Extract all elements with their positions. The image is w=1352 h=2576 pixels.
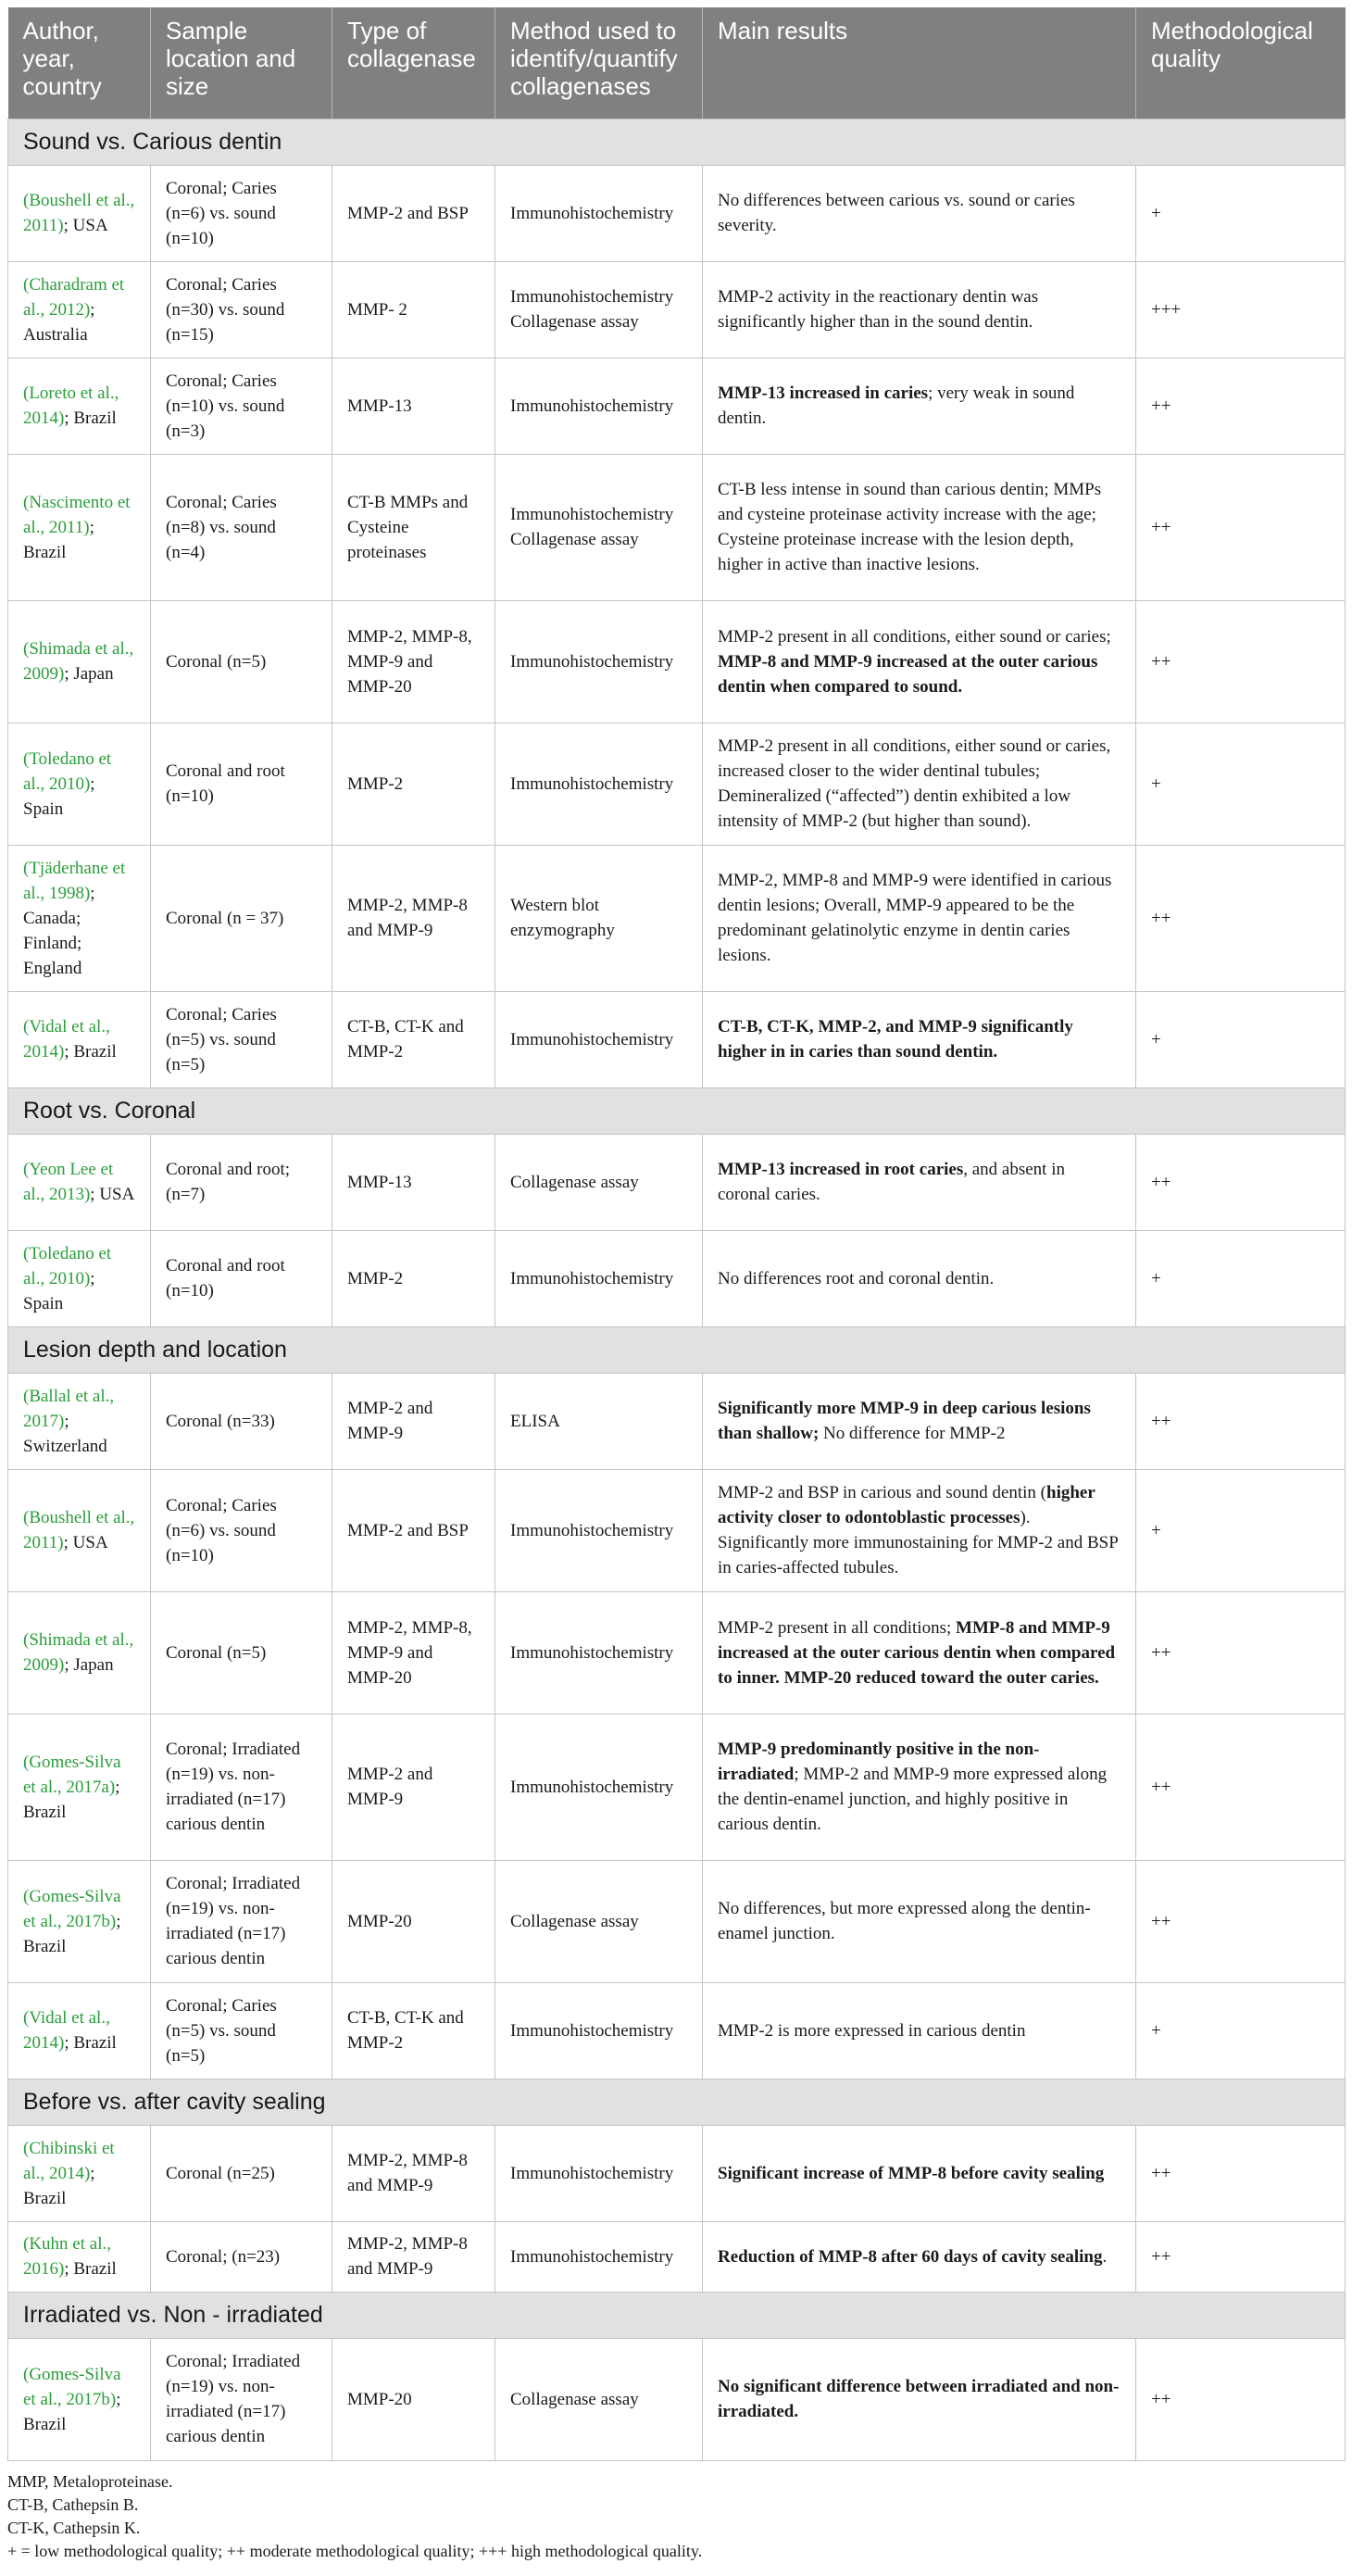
result-text: ; very weak in sound dentin. [718, 383, 1075, 428]
result-text: No differences, but more expressed along the dentin-enamel junction. [718, 1899, 1091, 1943]
method-cell: ELISA [495, 1373, 703, 1469]
quality-cell: +++ [1136, 261, 1346, 358]
sample-cell: Coronal (n = 37) [151, 845, 332, 991]
citation-link[interactable]: (Vidal et al., 2014) [23, 1017, 110, 1062]
header-method: Method used to identify/quantify collagenases [495, 7, 703, 119]
method-cell: Immunohistochemistry [495, 1982, 703, 2079]
author-cell [8, 358, 151, 454]
collagenase-type-cell: MMP-2 and BSP [332, 165, 495, 261]
results-cell [703, 600, 1136, 723]
table-row [8, 1982, 1346, 2079]
author-cell [8, 1469, 151, 1591]
result-text: ; MMP-2 and MMP-9 more expressed along the dentin-enamel junction, and highly positive in carious dentin. [718, 1765, 1108, 1834]
results-cell [703, 454, 1136, 600]
method-cell: Collagenase assay [495, 1860, 703, 1982]
sample-cell: Coronal; Caries (n=30) vs. sound (n=15) [151, 261, 332, 358]
results-cell [703, 261, 1136, 358]
author-cell [8, 2221, 151, 2292]
section-row [8, 2292, 1346, 2338]
results-cell [703, 1373, 1136, 1469]
quality-cell: + [1136, 165, 1346, 261]
citation-link[interactable]: (Ballal et al., 2017) [23, 1386, 115, 1431]
method-cell: Immunohistochemistry [495, 1591, 703, 1714]
collagenase-type-cell: MMP-2, MMP-8 and MMP-9 [332, 2221, 495, 2292]
method-cell: Immunohistochemistry [495, 600, 703, 723]
sample-cell: Coronal (n=33) [151, 1373, 332, 1469]
author-cell [8, 1591, 151, 1714]
quality-cell: + [1136, 1469, 1346, 1591]
section-row [8, 1087, 1346, 1134]
author-cell [8, 165, 151, 261]
result-text-bold: Significantly more MMP-9 in deep carious lesions than shallow; [718, 1399, 1091, 1443]
result-text-bold: MMP-8 and MMP-9 increased at the outer carious dentin when compared to inner. MMP-20 reduced toward the outer caries. [718, 1617, 1116, 1688]
citation-link[interactable]: (Boushell et al., 2011) [23, 191, 135, 235]
quality-cell: ++ [1136, 454, 1346, 600]
results-cell [703, 991, 1136, 1087]
table-header [8, 7, 1346, 119]
method-cell: Immunohistochemistry [495, 1230, 703, 1326]
table-row [8, 1469, 1346, 1591]
section-title: Irradiated vs. Non - irradiated [8, 2292, 1346, 2338]
citation-link[interactable]: (Vidal et al., 2014) [23, 2008, 110, 2053]
result-text: No differences between carious vs. sound or caries severity. [718, 191, 1075, 235]
country-text: ; Brazil [64, 1042, 117, 1062]
footnotes [7, 2470, 1345, 2563]
sample-cell: Coronal; Caries (n=8) vs. sound (n=4) [151, 454, 332, 600]
citation-link[interactable]: (Toledano et al., 2010) [23, 1243, 112, 1288]
collagenase-type-cell: CT-B, CT-K and MMP-2 [332, 1982, 495, 2079]
section-title: Root vs. Coronal [8, 1087, 1346, 1134]
country-text: ; Brazil [23, 2389, 121, 2434]
sample-cell: Coronal; Caries (n=5) vs. sound (n=5) [151, 991, 332, 1087]
studies-table [7, 7, 1346, 2461]
sample-cell: Coronal; Irradiated (n=19) vs. non-irradiated (n=17) carious dentin [151, 1860, 332, 1982]
method-cell: Collagenase assay [495, 1134, 703, 1230]
table-row [8, 2125, 1346, 2221]
author-cell [8, 2125, 151, 2221]
quality-cell: + [1136, 1982, 1346, 2079]
country-text: ; Japan [64, 1655, 114, 1675]
author-cell [8, 1714, 151, 1860]
results-cell [703, 723, 1136, 845]
collagenase-type-cell: MMP-2, MMP-8 and MMP-9 [332, 845, 495, 991]
collagenase-type-cell: MMP-20 [332, 2338, 495, 2460]
result-text: MMP-2, MMP-8 and MMP-9 were identified in carious dentin lesions; Overall, MMP-9 appeared to be the predominant gelatinolytic enzyme in dentin caries lesions. [718, 871, 1112, 965]
result-text: , and absent in coronal caries. [718, 1160, 1065, 1204]
quality-cell: ++ [1136, 1860, 1346, 1982]
country-text: ; Brazil [64, 2259, 117, 2279]
method-cell: Immunohistochemistry [495, 358, 703, 454]
table-row [8, 2221, 1346, 2292]
country-text: ; Brazil [23, 517, 94, 562]
method-cell: Immunohistochemistry [495, 165, 703, 261]
country-text: ; Spain [23, 773, 95, 819]
citation-link[interactable]: (Yeon Lee et al., 2013) [23, 1160, 114, 1204]
method-cell: Collagenase assay [495, 2338, 703, 2460]
method-cell: Immunohistochemistry [495, 2221, 703, 2292]
citation-link[interactable]: (Nascimento et al., 2011) [23, 492, 131, 537]
citation-link[interactable]: (Shimada et al., 2009) [23, 1630, 134, 1675]
results-cell [703, 165, 1136, 261]
collagenase-type-cell: MMP-2 [332, 723, 495, 845]
result-text: MMP-2 is more expressed in carious dentin [718, 2020, 1026, 2041]
table-row [8, 991, 1346, 1087]
collagenase-type-cell: CT-B, CT-K and MMP-2 [332, 991, 495, 1087]
table-row [8, 165, 1346, 261]
footnote: CT-B, Cathepsin B. [7, 2494, 139, 2514]
result-text-bold: No significant difference between irradiated and non-irradiated. [718, 2377, 1120, 2421]
collagenase-type-cell: MMP-13 [332, 358, 495, 454]
method-cell: Immunohistochemistry [495, 1714, 703, 1860]
sample-cell: Coronal (n=5) [151, 1591, 332, 1714]
results-cell [703, 2125, 1136, 2221]
quality-cell: ++ [1136, 845, 1346, 991]
collagenase-type-cell: MMP-2 and MMP-9 [332, 1714, 495, 1860]
quality-cell: ++ [1136, 2338, 1346, 2460]
sample-cell: Coronal; Irradiated (n=19) vs. non-irradiated (n=17) carious dentin [151, 2338, 332, 2460]
header-results: Main results [703, 7, 1136, 119]
country-text: ; Brazil [64, 2033, 117, 2053]
country-text: ; USA [63, 216, 108, 235]
sample-cell: Coronal (n=25) [151, 2125, 332, 2221]
collagenase-type-cell: CT-B MMPs and Cysteine proteinases [332, 454, 495, 600]
sample-cell: Coronal and root (n=10) [151, 1230, 332, 1326]
result-text-bold: MMP-13 increased in caries [718, 383, 929, 403]
sample-cell: Coronal; Caries (n=10) vs. sound (n=3) [151, 358, 332, 454]
section-row [8, 2079, 1346, 2125]
results-cell [703, 1982, 1136, 2079]
table-row [8, 723, 1346, 845]
result-text-bold: MMP-8 and MMP-9 increased at the outer carious dentin when compared to sound. [718, 651, 1098, 697]
result-text: No difference for MMP-2 [819, 1424, 1006, 1443]
method-cell: Immunohistochemistry [495, 723, 703, 845]
results-cell [703, 2221, 1136, 2292]
quality-cell: ++ [1136, 1714, 1346, 1860]
country-text: ; Brazil [64, 408, 117, 428]
section-row [8, 1326, 1346, 1373]
results-cell [703, 1230, 1136, 1326]
author-cell [8, 454, 151, 600]
country-text: ; Brazil [23, 2163, 95, 2208]
results-cell [703, 2338, 1136, 2460]
table-row [8, 261, 1346, 358]
author-cell [8, 1860, 151, 1982]
table-row [8, 1714, 1346, 1860]
country-text: ; Spain [23, 1268, 95, 1313]
sample-cell: Coronal and root; (n=7) [151, 1134, 332, 1230]
section-title: Before vs. after cavity sealing [8, 2079, 1346, 2125]
result-text: MMP-2 present in all conditions, either sound or caries; [718, 626, 1111, 647]
method-cell: Immunohistochemistry [495, 1469, 703, 1591]
collagenase-type-cell: MMP-2, MMP-8 and MMP-9 [332, 2125, 495, 2221]
result-text: ). Significantly more immunostaining for MMP-2 and BSP in caries-affected tubules. [718, 1508, 1119, 1577]
method-cell: Immunohistochemistry [495, 2125, 703, 2221]
result-text: MMP-2 activity in the reactionary dentin was significantly higher than in the sound dentin. [718, 287, 1039, 332]
result-text-bold: Reduction of MMP-8 after 60 days of cavity sealing [718, 2246, 1103, 2267]
collagenase-type-cell: MMP- 2 [332, 261, 495, 358]
sample-cell: Coronal and root (n=10) [151, 723, 332, 845]
country-text: ; Brazil [23, 1911, 121, 1956]
citation-link[interactable]: (Gomes-Silva et al., 2017b) [23, 1886, 121, 1931]
citation-link[interactable]: (Boushell et al., 2011) [23, 1508, 135, 1552]
results-cell [703, 1469, 1136, 1591]
header-author: Author, year, country [8, 7, 151, 119]
quality-cell: ++ [1136, 1373, 1346, 1469]
quality-cell: ++ [1136, 1134, 1346, 1230]
result-text-bold: MMP-9 predominantly positive in the non-irradiated [718, 1740, 1040, 1784]
method-cell: Immunohistochemistry Collagenase assay [495, 454, 703, 600]
method-cell: Western blot enzymography [495, 845, 703, 991]
collagenase-type-cell: MMP-2, MMP-8, MMP-9 and MMP-20 [332, 1591, 495, 1714]
results-cell [703, 1134, 1136, 1230]
collagenase-type-cell: MMP-2 [332, 1230, 495, 1326]
citation-link[interactable]: (Gomes-Silva et al., 2017a) [23, 1752, 121, 1797]
result-text: CT-B less intense in sound than carious dentin; MMPs and cysteine proteinase activity increase with the age; Cysteine proteinase increase with the lesion depth, higher in active than inactive lesions. [718, 480, 1102, 574]
country-text: ; Switzerland [23, 1411, 107, 1456]
table-row [8, 1860, 1346, 1982]
method-cell: Immunohistochemistry [495, 991, 703, 1087]
citation-link[interactable]: (Gomes-Silva et al., 2017b) [23, 2364, 121, 2409]
sample-cell: Coronal; Caries (n=6) vs. sound (n=10) [151, 165, 332, 261]
collagenase-type-cell: MMP-2 and BSP [332, 1469, 495, 1591]
table-wrapper [7, 7, 1345, 2563]
section-title: Lesion depth and location [8, 1326, 1346, 1373]
author-cell [8, 845, 151, 991]
citation-link[interactable]: (Tjäderhane et al., 1998) [23, 858, 126, 903]
table-row [8, 2338, 1346, 2460]
result-text-bold: MMP-13 increased in root caries [718, 1160, 964, 1179]
table-row [8, 454, 1346, 600]
table-row [8, 1230, 1346, 1326]
result-text-bold: Significant increase of MMP-8 before cavity sealing [718, 2163, 1105, 2183]
author-cell [8, 2338, 151, 2460]
country-text: ; Canada; Finland; England [23, 883, 95, 978]
quality-cell: ++ [1136, 358, 1346, 454]
result-text: . [1102, 2246, 1108, 2267]
quality-cell: ++ [1136, 2125, 1346, 2221]
country-text: ; USA [90, 1185, 135, 1204]
sample-cell: Coronal; Caries (n=5) vs. sound (n=5) [151, 1982, 332, 2079]
sample-cell: Coronal (n=5) [151, 600, 332, 723]
author-cell [8, 991, 151, 1087]
table-body [8, 119, 1346, 2460]
result-text: MMP-2 and BSP in carious and sound dentin ( [718, 1483, 1047, 1502]
citation-link[interactable]: (Toledano et al., 2010) [23, 748, 112, 794]
method-cell: Immunohistochemistry Collagenase assay [495, 261, 703, 358]
table-row [8, 1591, 1346, 1714]
author-cell [8, 1982, 151, 2079]
section-row [8, 119, 1346, 165]
table-row [8, 845, 1346, 991]
result-text: No differences root and coronal dentin. [718, 1268, 995, 1288]
results-cell [703, 845, 1136, 991]
header-sample: Sample location and size [151, 7, 332, 119]
citation-link[interactable]: (Loreto et al., 2014) [23, 383, 119, 428]
footnote: MMP, Metaloproteinase. [7, 2471, 173, 2491]
sample-cell: Coronal; Caries (n=6) vs. sound (n=10) [151, 1469, 332, 1591]
author-cell [8, 1230, 151, 1326]
table-row [8, 358, 1346, 454]
country-text: ; Japan [64, 664, 114, 684]
quality-cell: ++ [1136, 600, 1346, 723]
header-type: Type of collagenase [332, 7, 495, 119]
country-text: ; Australia [23, 299, 95, 345]
header-quality: Methodological quality [1136, 7, 1346, 119]
collagenase-type-cell: MMP-13 [332, 1134, 495, 1230]
quality-cell: + [1136, 1230, 1346, 1326]
results-cell [703, 1591, 1136, 1714]
table-row [8, 600, 1346, 723]
author-cell [8, 723, 151, 845]
results-cell [703, 1714, 1136, 1860]
quality-cell: + [1136, 991, 1346, 1087]
country-text: ; Brazil [23, 1777, 120, 1822]
results-cell [703, 358, 1136, 454]
result-text-bold: CT-B, CT-K, MMP-2, and MMP-9 significantly higher in in caries than sound dentin. [718, 1017, 1073, 1062]
quality-cell: ++ [1136, 2221, 1346, 2292]
author-cell [8, 1134, 151, 1230]
citation-link[interactable]: (Chibinski et al., 2014) [23, 2138, 115, 2183]
result-text: MMP-2 present in all conditions, either sound or caries, increased closer to the wider dentinal tubules; Demineralized (“affected”) dentin exhibited a low intensity of MMP-2 (but higher than sound). [718, 736, 1111, 831]
quality-cell: + [1136, 723, 1346, 845]
collagenase-type-cell: MMP-2, MMP-8, MMP-9 and MMP-20 [332, 600, 495, 723]
table-row [8, 1134, 1346, 1230]
citation-link[interactable]: (Shimada et al., 2009) [23, 639, 134, 684]
citation-link[interactable]: (Kuhn et al., 2016) [23, 2234, 111, 2279]
sample-cell: Coronal; (n=23) [151, 2221, 332, 2292]
result-text-bold: higher activity closer to odontoblastic processes [718, 1483, 1095, 1527]
collagenase-type-cell: MMP-2 and MMP-9 [332, 1373, 495, 1469]
country-text: ; USA [63, 1533, 108, 1552]
section-title: Sound vs. Carious dentin [8, 119, 1346, 165]
citation-link[interactable]: (Charadram et al., 2012) [23, 274, 125, 320]
author-cell [8, 1373, 151, 1469]
results-cell [703, 1860, 1136, 1982]
footnote: CT-K, Cathepsin K. [7, 2518, 141, 2537]
author-cell [8, 261, 151, 358]
result-text: MMP-2 present in all conditions; [718, 1617, 957, 1638]
footnote: + = low methodological quality; ++ moderate methodological quality; +++ high methodological quality. [7, 2541, 703, 2560]
sample-cell: Coronal; Irradiated (n=19) vs. non-irradiated (n=17) carious dentin [151, 1714, 332, 1860]
quality-cell: ++ [1136, 1591, 1346, 1714]
author-cell [8, 600, 151, 723]
table-row [8, 1373, 1346, 1469]
collagenase-type-cell: MMP-20 [332, 1860, 495, 1982]
